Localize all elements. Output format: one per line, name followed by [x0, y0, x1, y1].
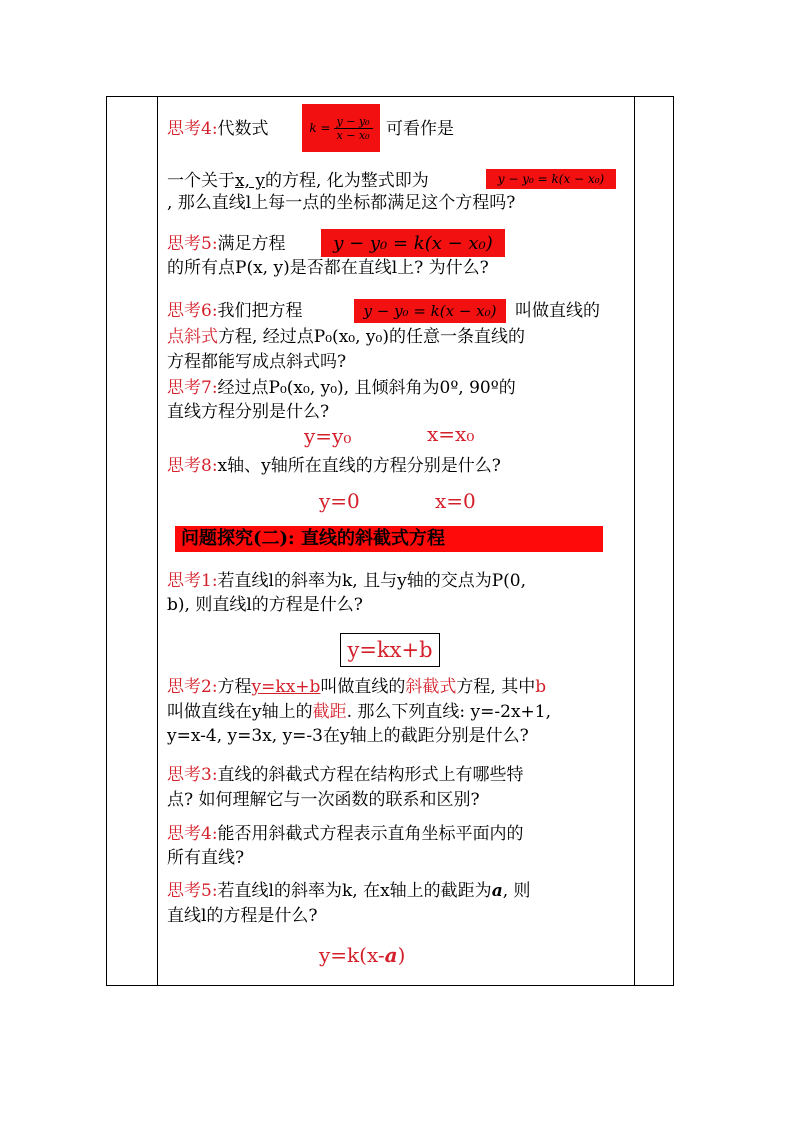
q2-text-a: 方程	[217, 677, 252, 697]
q4-text: 能否用斜截式方程表示直角坐标平面内的	[217, 824, 524, 844]
think4-line2-a: 一个关于	[167, 171, 235, 191]
intercept-term: 截距	[312, 702, 347, 722]
think4-line3: , 那么直线l上每一点的坐标都满足这个方程吗?	[167, 193, 516, 213]
q1-label: 思考1:	[167, 571, 218, 591]
point-slope-formula-box-2: y − y₀ = k(x − x₀)	[321, 229, 505, 257]
think4-text-b: 可看作是	[386, 119, 454, 139]
think4-label: 思考4:	[167, 119, 218, 139]
think8-text: x轴、y轴所在直线的方程分别是什么?	[217, 456, 501, 476]
q5-line1	[167, 880, 531, 902]
think5-line1	[167, 233, 286, 255]
point-slope-formula-box-1: y − y₀ = k(x − x₀)	[486, 169, 616, 189]
q3-line2: 点? 如何理解它与一次函数的联系和区别?	[167, 790, 480, 810]
q2-line2-b: . 那么下列直线: y=-2x+1,	[346, 702, 552, 722]
content-cell	[159, 96, 635, 986]
q1-line1	[167, 570, 526, 592]
think6-line2-b: 方程, 经过点P₀(x₀, y₀)的任意一条直线的	[218, 327, 525, 347]
q1-line2: b), 则直线l的方程是什么?	[167, 595, 363, 615]
think6-line1	[167, 300, 303, 322]
q3-label: 思考3:	[167, 765, 218, 785]
q5-text-a: 若直线l的斜率为k, 在x轴上的截距为	[217, 881, 492, 901]
think4-xy: x, y	[235, 171, 265, 191]
q4-label: 思考4:	[167, 824, 218, 844]
q2-line1	[167, 676, 546, 698]
section-banner: 问题探究(二): 直线的斜截式方程	[175, 526, 603, 552]
q5-answer-var: a	[384, 943, 398, 967]
think8-label: 思考8:	[167, 456, 218, 476]
slope-denominator: x − x₀	[336, 128, 370, 142]
think6-text-a: 我们把方程	[217, 301, 303, 321]
think7-line2: 直线方程分别是什么?	[167, 402, 330, 422]
q2-line2	[167, 701, 551, 723]
q2-line2-a: 叫做直线在y轴上的	[167, 702, 313, 722]
think8-line	[167, 455, 501, 477]
slope-intercept-term: 斜截式	[405, 677, 457, 697]
q4-line1	[167, 823, 524, 845]
q5-text-b: , 则	[502, 881, 531, 901]
slope-formula-lhs: k =	[309, 121, 331, 135]
think6-line2	[167, 326, 525, 348]
think6-line3: 方程都能写成点斜式吗?	[167, 352, 347, 372]
slope-formula-box	[302, 104, 380, 152]
think4-line2-b: 的方程, 化为整式即为	[265, 171, 429, 191]
q2-line3: y=x-4, y=3x, y=-3在y轴上的截距分别是什么?	[167, 726, 529, 746]
think5-line2: 的所有点P(x, y)是否都在直线l上? 为什么?	[167, 258, 489, 278]
q2-text-b: 叫做直线的	[320, 677, 406, 697]
think6-text-b: 叫做直线的	[515, 301, 600, 321]
slope-numerator: y − y₀	[334, 115, 373, 129]
think4-line2	[167, 170, 429, 192]
column-divider-left	[157, 97, 158, 985]
point-slope-term: 点斜式	[167, 327, 218, 347]
think7-text-a: 经过点P₀(x₀, y₀), 且倾斜角为0º, 90º的	[217, 378, 516, 398]
q1-text: 若直线l的斜率为k, 且与y轴的交点为P(0,	[217, 571, 526, 591]
answer-x-axis: y=0	[319, 489, 360, 513]
think4-line1	[167, 118, 269, 140]
q2-b-var: b	[535, 677, 547, 697]
q4-line2: 所有直线?	[167, 848, 245, 868]
q2-label: 思考2:	[167, 677, 218, 697]
think5-label: 思考5:	[167, 234, 218, 254]
slope-fraction	[334, 115, 373, 142]
slope-intercept-answer-box: y=kx+b	[340, 633, 440, 667]
q5-answer-a: y=k(x-	[319, 943, 385, 967]
q5-line2: 直线l的方程是什么?	[167, 906, 318, 926]
q5-label: 思考5:	[167, 881, 218, 901]
answer-y-axis: x=0	[435, 489, 476, 513]
think4-text-a: 代数式	[217, 119, 269, 139]
think7-line1	[167, 377, 516, 399]
q5-answer-b: )	[397, 943, 406, 967]
answer-horizontal-line: y=y₀	[304, 424, 352, 448]
q3-text: 直线的斜截式方程在结构形式上有哪些特	[217, 765, 524, 785]
q3-line1	[167, 764, 524, 786]
q2-text-c: 方程, 其中	[456, 677, 536, 697]
q2-equation: y=kx+b	[251, 677, 321, 697]
point-slope-formula-box-3: y − y₀ = k(x − x₀)	[354, 299, 506, 323]
think5-text-a: 满足方程	[217, 234, 286, 254]
think7-label: 思考7:	[167, 378, 218, 398]
think6-label: 思考6:	[167, 301, 218, 321]
q5-a-var: a	[491, 881, 503, 901]
q5-answer	[319, 943, 405, 967]
answer-vertical-line: x=x₀	[427, 422, 475, 446]
